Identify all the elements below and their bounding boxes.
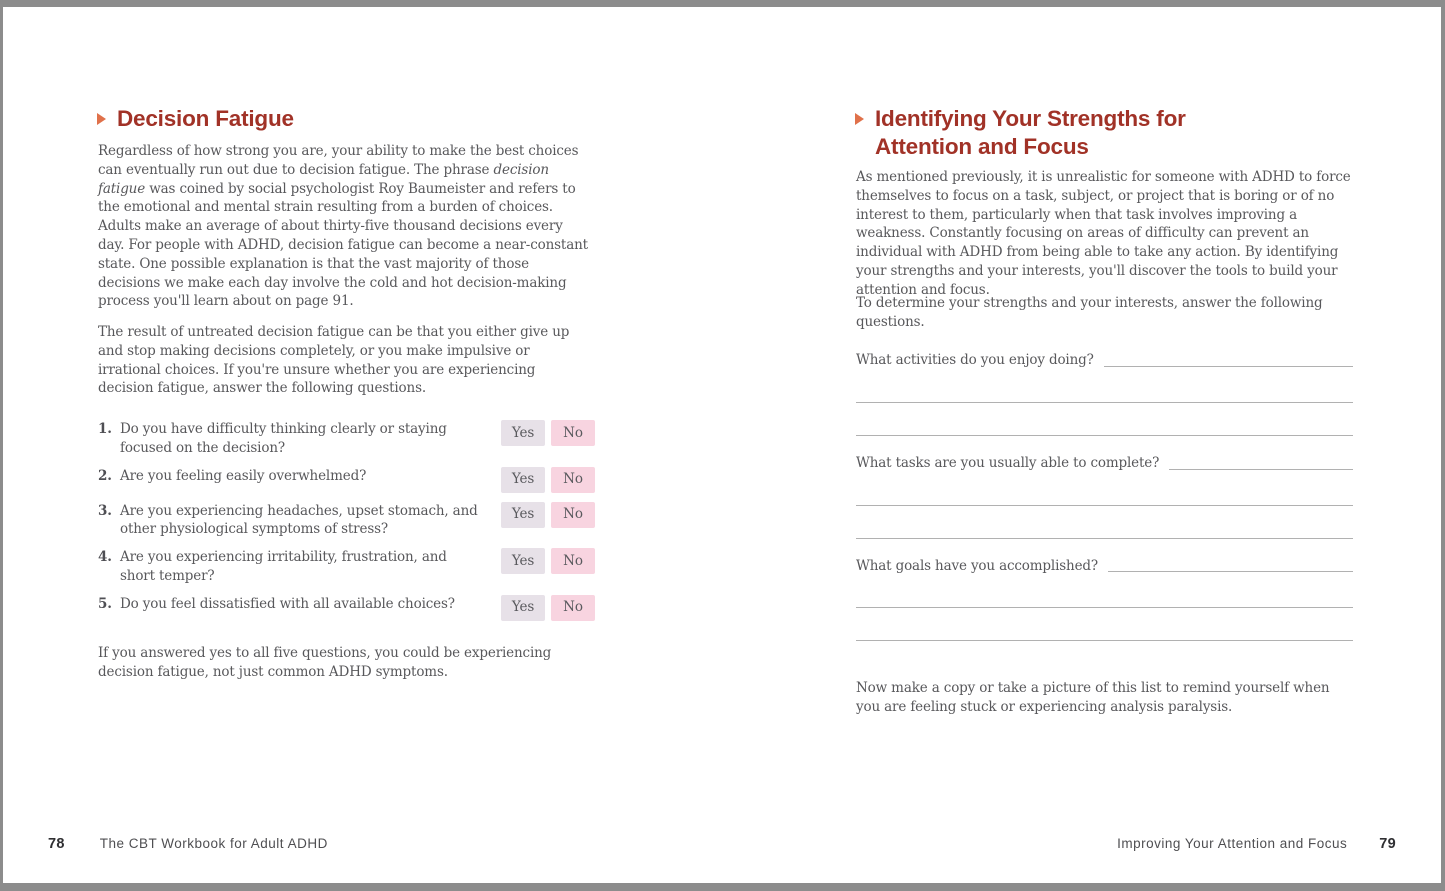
answer-line-inline[interactable] [1169,469,1353,470]
yes-button-q2[interactable]: Yes [501,467,545,493]
prompt-tasks [856,454,1353,539]
question-text: Are you experiencing irritability, frustration, and short temper? [120,549,447,584]
answer-line[interactable] [856,607,1353,608]
right-page-footer [1117,836,1396,852]
no-button-q4[interactable]: No [551,548,595,574]
left-page-footer [48,836,328,852]
answer-line[interactable] [856,402,1353,403]
question-row-3 [98,502,595,540]
left-heading-text: Decision Fatigue [117,106,294,131]
question-number: 5. [98,595,112,612]
answer-line[interactable] [856,640,1353,641]
question-row-5 [98,595,595,621]
question-row-1 [98,420,595,458]
left-paragraph-1-end: was coined by social psychologist Roy Baumeister and refers to the emotional and mental strain resulting from a burden of choices. Adults make an average of about thirty-five thousand decisions every day. For people with ADHD, decision fatigue can become a near-constant state. One possible explanation is that the vast majority of those decisions we make each day involve the cold and hot decision-making process you'll learn about on page 91. [98,180,588,310]
left-section-heading [97,105,294,133]
book-title: The CBT Workbook for Adult ADHD [99,836,328,851]
no-button-q5[interactable]: No [551,595,595,621]
prompt-activities [856,351,1353,436]
right-heading-line1: Identifying Your Strengths for [875,106,1186,131]
no-button-q3[interactable]: No [551,502,595,528]
chapter-title: Improving Your Attention and Focus [1117,836,1348,851]
no-button-q1[interactable]: No [551,420,595,446]
right-paragraph-2: To determine your strengths and your interests, answer the following questions. [856,295,1323,330]
decision-fatigue-questionnaire [98,420,595,630]
left-closing-paragraph: If you answered yes to all five questions, you could be experiencing decision fatigue, not just common ADHD symptoms. [98,645,552,680]
answer-line[interactable] [856,538,1353,539]
right-paragraph-1: As mentioned previously, it is unrealistic for someone with ADHD to force themselves to focus on a task, subject, or project that is boring or of no interest to them, particularly when that task involves improving a weakness. Constantly focusing on areas of difficulty can prevent an individual with ADHD from being able to take any action. By identifying your strengths and your interests, you'll discover the tools to build your attention and focus. [856,169,1351,298]
question-text: Do you feel dissatisfied with all available choices? [120,595,455,612]
section-arrow-icon [855,113,864,125]
question-number: 4. [98,549,112,566]
prompt-goals [856,557,1353,642]
left-page-number: 78 [48,836,65,852]
left-paragraph-2: The result of untreated decision fatigue can be that you either give up and stop making decisions completely, or you make impulsive or irrational choices. If you're unsure whether you are experiencing decision fatigue, answer the following questions. [98,324,570,397]
left-paragraph-1-start: Regardless of how strong you are, your ability to make the best choices can eventually run out due to decision fatigue. The phrase [98,143,579,178]
yes-button-q3[interactable]: Yes [501,502,545,528]
answer-line-inline[interactable] [1104,366,1353,367]
question-number: 3. [98,502,112,519]
answer-line-inline[interactable] [1108,571,1353,572]
yes-button-q5[interactable]: Yes [501,595,545,621]
prompt-question: What tasks are you usually able to complete? [856,454,1160,471]
yes-button-q4[interactable]: Yes [501,548,545,574]
answer-line[interactable] [856,435,1353,436]
question-text: Are you feeling easily overwhelmed? [120,467,367,484]
section-arrow-icon [97,113,106,125]
right-section-heading [855,105,1186,161]
question-text: Do you have difficulty thinking clearly or staying focused on the decision? [120,421,447,456]
right-heading-text [875,105,1186,161]
right-closing-paragraph: Now make a copy or take a picture of this list to remind yourself when you are feeling stuck or experiencing analysis paralysis. [856,680,1330,715]
question-number: 1. [98,421,112,437]
right-page-number: 79 [1379,836,1396,852]
question-text: Are you experiencing headaches, upset stomach, and other physiological symptoms of stress? [120,502,478,538]
question-number: 2. [98,467,112,484]
no-button-q2[interactable]: No [551,467,595,493]
prompt-question: What goals have you accomplished? [856,557,1098,574]
left-paragraph-1-italic-phrase: decision fatigue [98,161,549,197]
answer-line[interactable] [856,505,1353,506]
right-heading-line2: Attention and Focus [875,134,1089,159]
prompt-question: What activities do you enjoy doing? [856,352,1094,368]
question-row-2 [98,467,595,493]
question-row-4 [98,548,595,586]
yes-button-q1[interactable]: Yes [501,420,545,446]
strengths-prompts [856,351,1353,641]
left-paragraph-1 [98,142,588,311]
